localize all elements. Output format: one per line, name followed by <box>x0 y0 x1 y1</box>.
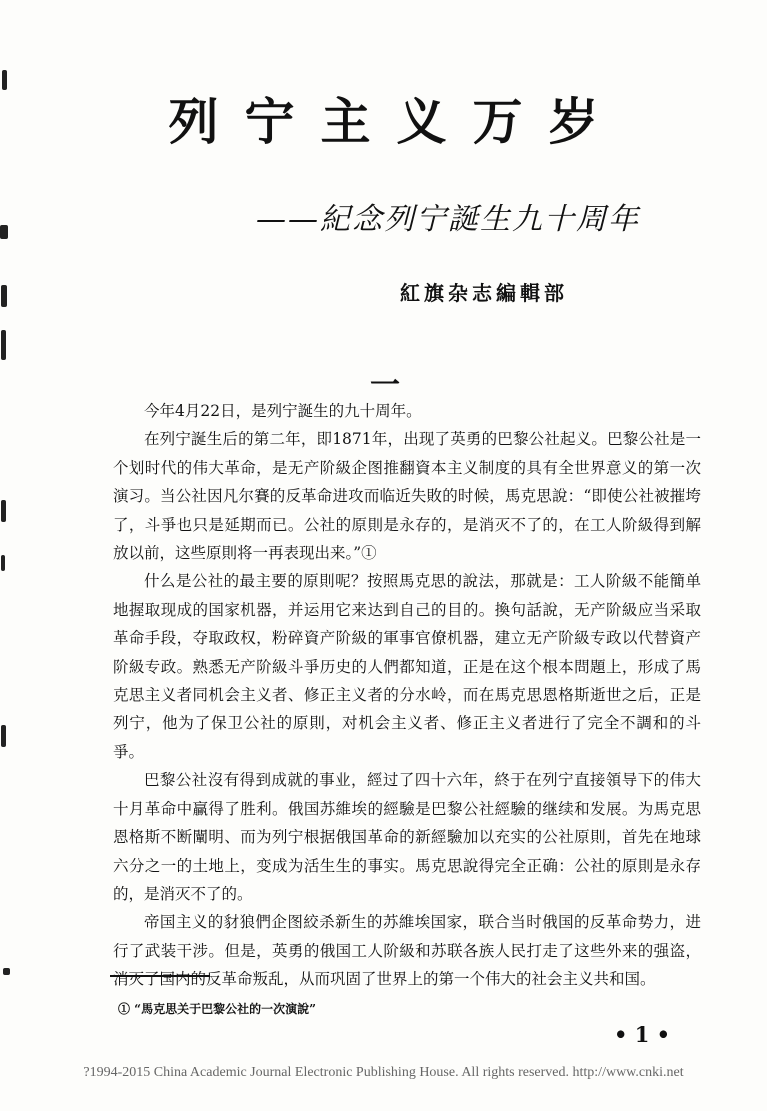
scan-edge-mark <box>3 968 10 975</box>
scan-edge-mark <box>1 555 5 571</box>
article-subtitle: ——紀念列宁誕生九十周年 <box>256 202 640 237</box>
paragraph: 帝国主义的豺狼們企图絞杀新生的苏維埃国家，联合当时俄国的反革命势力，进行了武装干涉。但是，英勇的俄国工人阶級和苏联各族人民打走了这些外来的强盗，消灭了国内的反革命叛乱，从而巩固了世界上的第一个伟大的社会主义共和国。 <box>113 913 701 989</box>
copyright-footer: ?1994-2015 China Academic Journal Electronic Publishing House. All rights reserved. http://www.cnki.net <box>83 1065 684 1080</box>
page-number: • 1 • <box>614 1022 671 1047</box>
article-body <box>113 397 701 994</box>
paragraph: 在列宁誕生后的第二年，即1871年，出现了英勇的巴黎公社起义。巴黎公社是一个划时代的伟大革命，是无产阶級企图推翻資本主义制度的具有全世界意义的第一次演习。当公社因凡尔賽的反革命进攻而临近失敗的时候，馬克思說：“即使公社被摧垮了，斗爭也只是延期而已。公社的原則是永存的，是消灭不了的，在工人阶級得到解放以前，这些原則将一再表现出来。”① <box>113 430 701 563</box>
paragraph: 什么是公社的最主要的原則呢？按照馬克思的說法，那就是：工人阶級不能簡单地握取现成的国家机器，并运用它来达到自己的目的。換句話說，无产阶級应当采取革命手段，夺取政权，粉碎資产阶級的軍事官僚机器，建立无产阶級专政以代替資产阶級专政。熟悉无产阶級斗爭历史的人們都知道，正是在这个根本問題上，形成了馬克思主义者同机会主义者、修正主义者的分水岭，而在馬克思恩格斯逝世之后，正是列宁，他为了保卫公社的原則，对机会主义者、修正主义者进行了完全不調和的斗爭。 <box>113 572 701 761</box>
paragraph: 巴黎公社沒有得到成就的事业，經过了四十六年，終于在列宁直接領导下的伟大十月革命中贏得了胜利。俄国苏維埃的經驗是巴黎公社經驗的继续和发展。为馬克思恩格斯不断闡明、而为列宁根据俄国革命的新經驗加以充实的公社原則，首先在地球六分之一的土地上，变成为活生生的事实。馬克思說得完全正确：公社的原則是永存的，是消灭不了的。 <box>113 771 701 903</box>
scan-edge-mark <box>1 330 6 360</box>
scan-edge-mark <box>1 500 6 522</box>
scan-edge-mark <box>0 225 8 239</box>
section-number: 一 <box>370 368 400 403</box>
footnote: ① “馬克思关于巴黎公社的一次演說” <box>118 1002 316 1016</box>
article-author: 紅旗杂志編輯部 <box>400 281 568 305</box>
footnote-divider <box>110 975 210 977</box>
scan-edge-mark <box>1 285 7 307</box>
article-title: 列宁主义万岁 <box>168 93 625 151</box>
paragraph: 今年4月22日，是列宁誕生的九十周年。 <box>144 402 422 420</box>
scan-edge-mark <box>1 725 6 747</box>
